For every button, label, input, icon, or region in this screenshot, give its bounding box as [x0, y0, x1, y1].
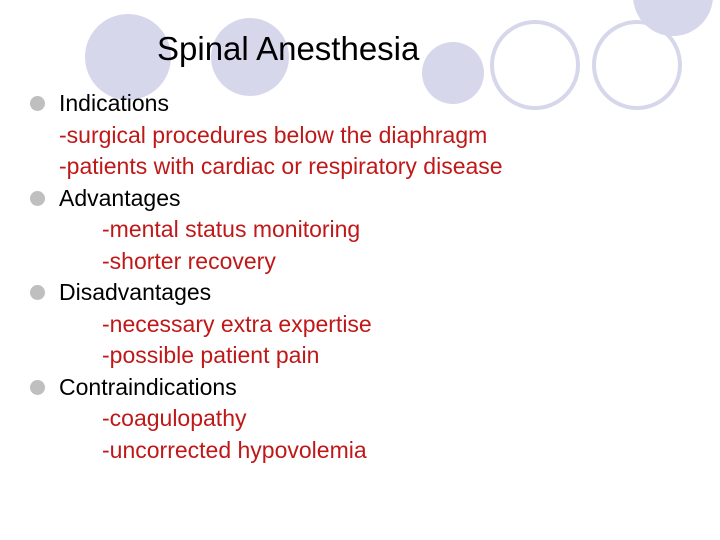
- section-item: -coagulopathy: [102, 405, 247, 431]
- bullet-icon: [30, 380, 45, 395]
- section-heading: Indications: [59, 90, 169, 116]
- section-heading: Advantages: [59, 184, 181, 211]
- section-heading: Disadvantages: [59, 279, 212, 305]
- section-item: -shorter recovery: [102, 247, 276, 274]
- slide-content: [30, 88, 680, 466]
- section-heading: Contraindications: [59, 373, 237, 400]
- section-item: -possible patient pain: [102, 342, 320, 368]
- bullet-icon: [30, 285, 45, 300]
- section-item: -necessary extra expertise: [102, 310, 372, 337]
- section-item: -uncorrected hypovolemia: [102, 436, 367, 463]
- bullet-icon: [30, 191, 45, 206]
- section-disadvantages: [30, 277, 680, 372]
- section-indications: [30, 88, 680, 183]
- slide-title: Spinal Anesthesia: [157, 30, 420, 67]
- section-item: -patients with cardiac or respiratory disease: [59, 153, 503, 179]
- section-item: -surgical procedures below the diaphragm: [59, 121, 488, 148]
- section-advantages: [30, 183, 680, 278]
- bullet-icon: [30, 96, 45, 111]
- section-item: -mental status monitoring: [102, 216, 361, 242]
- section-contraindications: [30, 372, 680, 467]
